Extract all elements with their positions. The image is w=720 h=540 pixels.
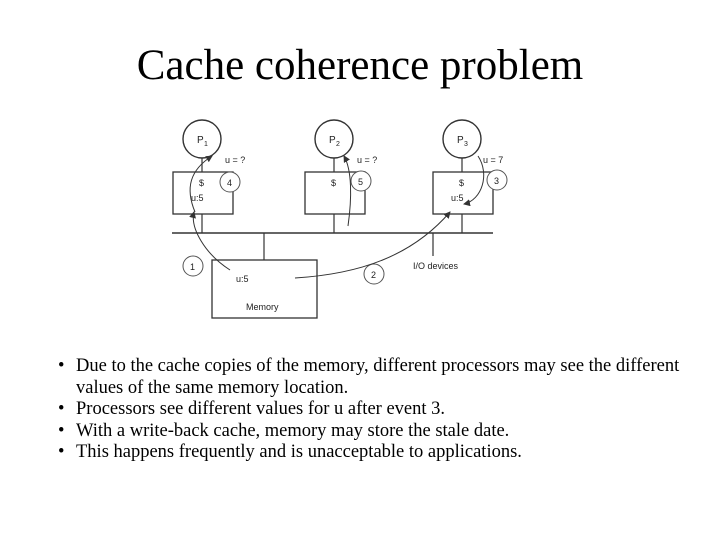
event-2-label: 2 — [371, 270, 377, 280]
cache-3-label: $ — [459, 178, 465, 188]
cache-3-value: u:5 — [451, 193, 464, 203]
processor-1 — [173, 120, 245, 214]
bullet-text: Due to the cache copies of the memory, different processors may see the different values of the same memory location. — [76, 356, 680, 398]
bullet-list — [58, 356, 698, 464]
bullet-marker: • — [58, 356, 65, 376]
memory-value: u:5 — [236, 274, 249, 284]
processor-2-subscript: 2 — [336, 141, 340, 148]
event-1-label: 1 — [190, 262, 196, 272]
bullet-item — [58, 356, 698, 399]
processor-3-query: u = 7 — [483, 155, 504, 165]
processor-1-subscript: 1 — [204, 141, 208, 148]
bullet-item — [58, 399, 698, 421]
processor-3 — [433, 120, 507, 214]
io-devices-label: I/O devices — [413, 261, 459, 271]
bullet-text: With a write-back cache, memory may store the stale date. — [76, 420, 510, 441]
bullet-text: Processors see different values for u after event 3. — [76, 399, 446, 419]
processor-3-subscript: 3 — [464, 141, 468, 148]
event-3-label: 3 — [494, 176, 500, 186]
processor-2 — [305, 120, 377, 226]
bullet-marker: • — [58, 442, 65, 462]
cache-coherence-diagram — [160, 108, 520, 324]
event-5-label: 5 — [358, 177, 364, 187]
bullet-item — [58, 442, 698, 464]
bullet-marker: • — [58, 399, 65, 419]
bullet-marker: • — [58, 420, 65, 441]
processor-1-query: u = ? — [225, 155, 246, 165]
processor-3-label: P — [457, 135, 464, 146]
cache-1-value: u:5 — [191, 193, 204, 203]
processor-2-query: u = ? — [357, 155, 378, 165]
cache-2-label: $ — [331, 178, 337, 188]
processor-2-label: P — [329, 135, 336, 146]
event-4-label: 4 — [227, 178, 233, 188]
slide-title: Cache coherence problem — [136, 42, 584, 89]
processor-1-label: P — [197, 135, 204, 146]
bullet-text: This happens frequently and is unacceptable to applications. — [76, 442, 522, 462]
cache-1-label: $ — [199, 178, 205, 188]
memory-label: Memory — [246, 302, 279, 312]
bullet-item — [58, 421, 698, 443]
